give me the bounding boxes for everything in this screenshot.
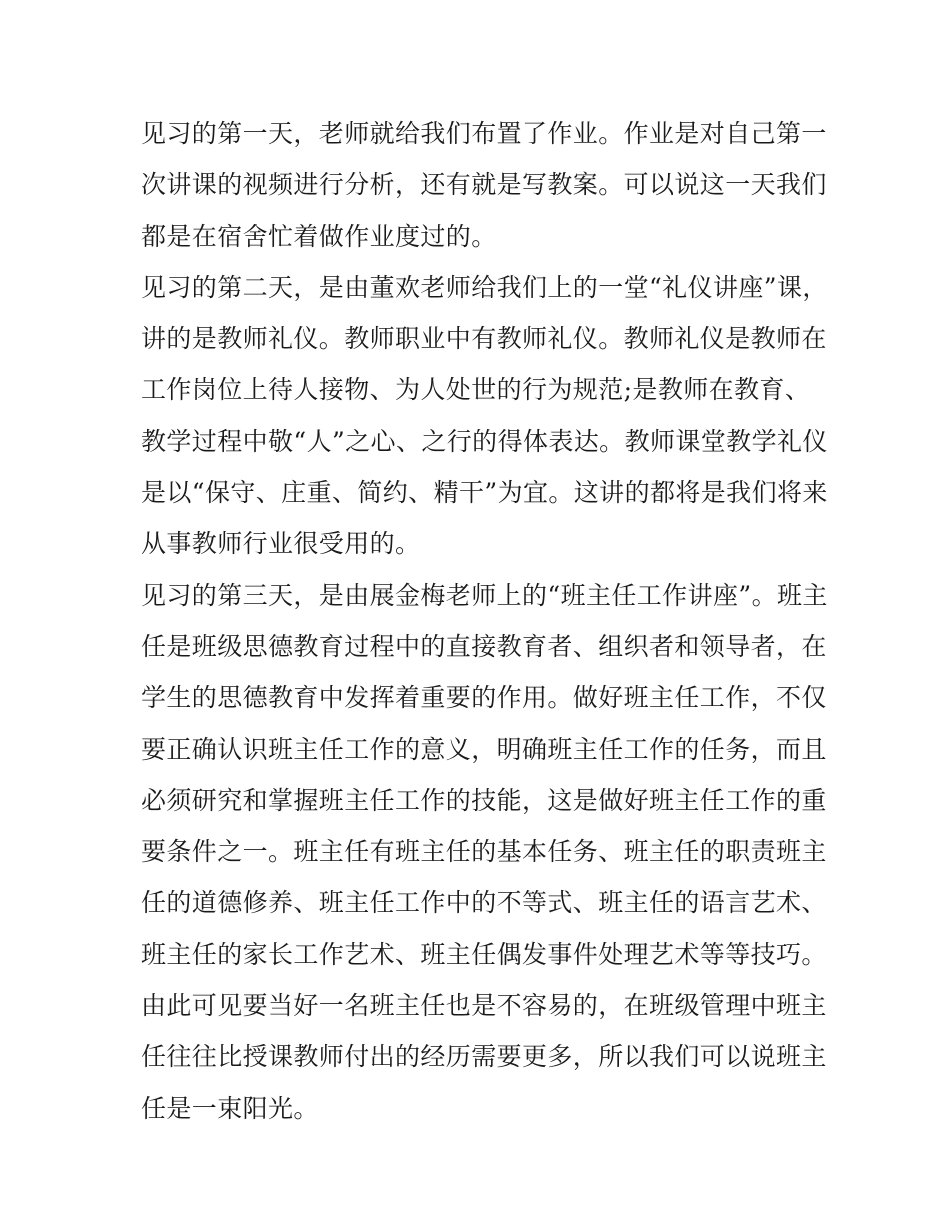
paragraph-day-three (141, 570, 828, 1134)
text-line: 次讲课的视频进行分析，还有就是写教案。可以说这一天我们 (141, 170, 827, 200)
text-line: 任是班级思德教育过程中的直接教育者、组织者和领导者，在 (141, 631, 827, 661)
text-line: 任往往比授课教师付出的经历需要更多，所以我们可以说班主 (141, 1042, 827, 1072)
text-line: 班主任的家长工作艺术、班主任偶发事件处理艺术等等技巧。 (141, 939, 827, 969)
text-line: 必须研究和掌握班主任工作的技能，这是做好班主任工作的重 (141, 785, 827, 815)
text-line: 见习的第三天，是由展金梅老师上的“班主任工作讲座”。班主 (141, 580, 828, 610)
text-line: 教学过程中敬“人”之心、之行的得体表达。教师课堂教学礼仪 (141, 426, 828, 456)
text-line: 见习的第二天，是由董欢老师给我们上的一堂“礼仪讲座”课， (141, 272, 828, 302)
text-line: 见习的第一天，老师就给我们布置了作业。作业是对自己第一 (141, 119, 827, 148)
text-line: 是以“保守、庄重、简约、精干”为宜。这讲的都将是我们将来 (141, 478, 828, 508)
text-line: 任是一束阳光。 (141, 1093, 319, 1123)
paragraph-day-one (141, 108, 827, 262)
text-line: 从事教师行业很受用的。 (141, 529, 421, 559)
text-line: 工作岗位上待人接物、为人处世的行为规范;是教师在教育、 (141, 375, 811, 405)
paragraph-day-two (141, 262, 828, 570)
text-line: 任的道德修养、班主任工作中的不等式、班主任的语言艺术、 (141, 888, 827, 918)
text-line: 由此可见要当好一名班主任也是不容易的，在班级管理中班主 (141, 991, 827, 1021)
text-line: 讲的是教师礼仪。教师职业中有教师礼仪。教师礼仪是教师在 (141, 324, 827, 354)
text-line: 要正确认识班主任工作的意义，明确班主任工作的任务，而且 (141, 734, 827, 764)
text-line: 要条件之一。班主任有班主任的基本任务、班主任的职责班主 (141, 837, 827, 867)
text-line: 都是在宿舍忙着做作业度过的。 (141, 221, 497, 251)
text-line: 学生的思德教育中发挥着重要的作用。做好班主任工作，不仅 (141, 683, 827, 713)
document-body (141, 108, 828, 1134)
